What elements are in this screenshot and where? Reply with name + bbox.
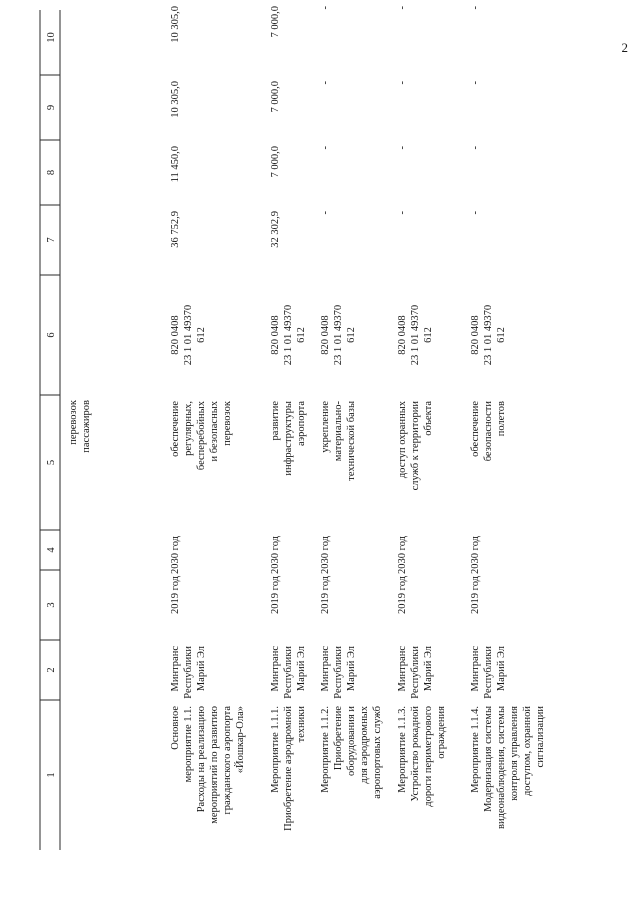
table-cell-col8: - (470, 146, 481, 150)
table-cell-col6: 612 (296, 327, 307, 343)
table-cell-col1: Мероприятие 1.1.3. (397, 706, 408, 793)
table-cell-col1: аэропортовых служб (372, 706, 383, 799)
table-cell-col2: Марий Эл (196, 646, 207, 692)
table-cell-col1: мероприятий по развитию (209, 706, 220, 824)
table-cell-col7: - (397, 211, 408, 215)
table-cell-col1: ограждения (436, 706, 447, 759)
table-cell-col2: Марий Эл (423, 646, 434, 692)
table-cell-col2: Марий Эл (296, 646, 307, 692)
table-cell-col7: 32 302,9 (270, 211, 281, 248)
table-cell-col2: Минтранс (270, 646, 281, 692)
table-cell-col6: 820 0408 (397, 315, 408, 355)
table-cell-col2: Марий Эл (346, 646, 357, 692)
table-cell-col6: 612 (423, 327, 434, 343)
table-cell-col6: 820 0408 (270, 315, 281, 355)
table-cell-col5: материально- (333, 401, 344, 462)
table-cell-col1: техники (296, 706, 307, 743)
table-cell-col10: 10 305,0 (170, 6, 181, 43)
header-col-number: 10 (46, 32, 57, 43)
table-cell-col1: видеонаблюдения, системы (496, 706, 507, 829)
table-cell-col7: - (470, 211, 481, 215)
continuation-text: пассажиров (81, 400, 92, 453)
table-cell-col4: 2030 год (397, 536, 408, 574)
table-cell-col1: Приобретение (333, 706, 344, 771)
table-cell-col1: оборудования и (346, 706, 357, 776)
table-cell-col1: мероприятие 1.1. (183, 706, 194, 783)
table-cell-col2: Республики (183, 646, 194, 699)
table-cell-col3: 2019 год (170, 576, 181, 614)
table-cell-col1: Устройство рокадной (410, 706, 421, 802)
table-cell-col3: 2019 год (320, 576, 331, 614)
table-cell-col1: Мероприятие 1.1.2. (320, 706, 331, 793)
table-cell-col1: Мероприятие 1.1.1. (270, 706, 281, 793)
table-cell-col1: гражданского аэропорта (222, 706, 233, 815)
table-cell-col7: 36 752,9 (170, 211, 181, 248)
header-col-number: 2 (46, 667, 57, 673)
table-cell-col2: Минтранс (320, 646, 331, 692)
table-cell-col8: 11 450,0 (170, 146, 181, 183)
table-cell-col5: развитие (270, 401, 281, 441)
table-cell-col1: Приобретение аэродромной (283, 706, 294, 831)
table-cell-col1: дороги периметрового (423, 706, 434, 807)
header-col-number: 3 (46, 602, 57, 608)
table-cell-col1: Расходы на реализацию (196, 706, 207, 813)
table-cell-col2: Республики (410, 646, 421, 699)
table-cell-col3: 2019 год (397, 576, 408, 614)
table-cell-col1: сигнализации (535, 706, 546, 768)
table-cell-col6: 820 0408 (470, 315, 481, 355)
continuation-text: перевозок (68, 400, 79, 445)
table-cell-col9: 7 000,0 (270, 81, 281, 113)
table-cell-col5: объекта (423, 401, 434, 436)
table-cell-col2: Минтранс (397, 646, 408, 692)
program-table (40, 6, 546, 851)
table-cell-col6: 23 1 01 49370 (483, 304, 494, 366)
table-cell-col5: обеспечение (470, 401, 481, 457)
table-cell-col6: 23 1 01 49370 (283, 304, 294, 366)
table-cell-col10: 7 000,0 (270, 6, 281, 38)
table-cell-col5: укрепление (320, 401, 331, 453)
table-cell-col10: - (397, 6, 408, 10)
table-cell-col6: 23 1 01 49370 (183, 304, 194, 366)
table-cell-col1: Основное (170, 706, 181, 750)
table-cell-col5: безопасности (483, 401, 494, 462)
table-cell-col9: - (397, 81, 408, 85)
table-cell-col4: 2030 год (320, 536, 331, 574)
table-cell-col2: Марий Эл (496, 646, 507, 692)
table-cell-col5: доступ охранных (397, 401, 408, 479)
table-cell-col5: регулярных, (183, 401, 194, 456)
table-cell-col9: 10 305,0 (170, 81, 181, 118)
table-cell-col6: 820 0408 (320, 315, 331, 355)
table-cell-col4: 2030 год (470, 536, 481, 574)
table-cell-col1: Модернизация системы (483, 706, 494, 812)
table-cell-col6: 612 (496, 327, 507, 343)
table-cell-col5: технической базы (346, 401, 357, 481)
table-cell-col4: 2030 год (170, 536, 181, 574)
table-cell-col6: 612 (196, 327, 207, 343)
table-cell-col2: Республики (483, 646, 494, 699)
table-cell-col2: Минтранс (470, 646, 481, 692)
table-cell-col9: - (320, 81, 331, 85)
table-cell-col5: служб к территории (410, 401, 421, 491)
table-cell-col9: - (470, 81, 481, 85)
table-cell-col5: полетов (496, 401, 507, 437)
header-col-number: 6 (46, 332, 57, 338)
table-cell-col1: Мероприятие 1.1.4. (470, 706, 481, 793)
header-col-number: 7 (46, 237, 57, 243)
table-cell-col1: доступом, охранной (522, 706, 533, 797)
table-cell-col10: - (320, 6, 331, 10)
table-cell-col6: 23 1 01 49370 (333, 304, 344, 366)
table-cell-col1: контроля управления (509, 706, 520, 801)
table-cell-col5: бесперебойных (196, 401, 207, 471)
table-cell-col5: инфраструктуры (283, 401, 294, 476)
table-cell-col5: аэропорта (296, 401, 307, 447)
table-cell-col5: и безопасных (209, 401, 220, 462)
table-cell-col7: - (320, 211, 331, 215)
table-cell-col10: - (470, 6, 481, 10)
header-col-number: 1 (46, 772, 57, 778)
table-cell-col1: «Йошкар-Ола» (235, 706, 246, 774)
table-cell-col5: перевозок (222, 401, 233, 446)
table-cell-col8: - (397, 146, 408, 150)
table-cell-col6: 23 1 01 49370 (410, 304, 421, 366)
table-cell-col1: для аэродромных (359, 706, 370, 784)
header-col-number: 5 (46, 459, 57, 466)
table-cell-col8: 7 000,0 (270, 146, 281, 178)
table-cell-col2: Республики (333, 646, 344, 699)
header-col-number: 9 (46, 104, 57, 111)
header-col-number: 8 (46, 169, 57, 176)
table-cell-col8: - (320, 146, 331, 150)
table-cell-col3: 2019 год (270, 576, 281, 614)
table-cell-col2: Минтранс (170, 646, 181, 692)
table-cell-col6: 612 (346, 327, 357, 343)
header-col-number: 4 (46, 547, 57, 553)
table-cell-col6: 820 0408 (170, 315, 181, 355)
table-cell-col3: 2019 год (470, 576, 481, 614)
table-cell-col5: обеспечение (170, 401, 181, 457)
page-number: 2 (621, 40, 628, 55)
table-cell-col2: Республики (283, 646, 294, 699)
table-cell-col4: 2030 год (270, 536, 281, 574)
